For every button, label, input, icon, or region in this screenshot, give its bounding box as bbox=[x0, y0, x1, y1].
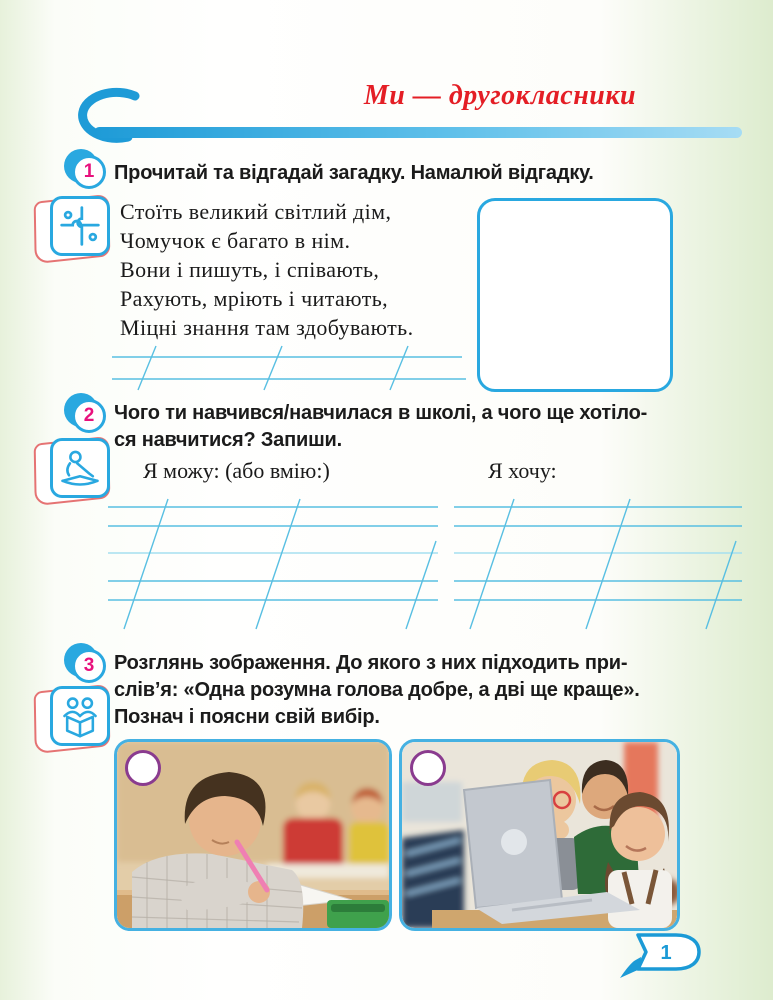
task3-number-badge bbox=[66, 646, 112, 688]
task2-instruction-line: Чого ти навчився/навчилася в школі, а чого ще хотіло- bbox=[114, 402, 648, 424]
task3-icon-plate bbox=[34, 684, 112, 752]
task3-instruction-line: Познач і поясни свій вибір. bbox=[114, 706, 380, 728]
answer-circle[interactable] bbox=[125, 750, 161, 786]
task3-number: 3 bbox=[72, 649, 106, 683]
task2-instruction bbox=[114, 400, 739, 454]
riddle-poem bbox=[120, 197, 414, 342]
task3-instruction-line: Розглянь зображення. До якого з них підходить при- bbox=[114, 652, 628, 674]
poem-line: Чомучок є багато в нім. bbox=[120, 228, 351, 253]
task1-writing-lines[interactable] bbox=[110, 342, 472, 394]
poem-line: Рахують, мріють і читають, bbox=[120, 286, 389, 311]
label-i-want: Я хочу: bbox=[488, 458, 557, 483]
task2-number: 2 bbox=[72, 399, 106, 433]
poem-line: Вони і пишуть, і співають, bbox=[120, 257, 380, 282]
reading-icon bbox=[50, 686, 110, 746]
task1-icon-plate bbox=[34, 194, 112, 262]
page-number: 1 bbox=[660, 942, 672, 964]
task1-instruction-line: Прочитай та відгадай загадку. Намалюй відгадку. bbox=[114, 162, 594, 184]
task1-instruction bbox=[114, 160, 734, 187]
task3-instruction-line: слів’я: «Одна розумна голова добре, а дві ще краще». bbox=[114, 679, 640, 701]
page-number-tab bbox=[608, 928, 704, 982]
task2-instruction-line: ся навчитися? Запиши. bbox=[114, 429, 342, 451]
task1-number-badge bbox=[66, 152, 112, 194]
photo-working-together[interactable] bbox=[399, 739, 680, 931]
label-i-can: Я можу: (або вмію:) bbox=[143, 458, 330, 483]
task2-writing-lines[interactable] bbox=[106, 497, 750, 633]
answer-circle[interactable] bbox=[410, 750, 446, 786]
poem-line: Міцні знання там здобувають. bbox=[120, 315, 414, 340]
task1-number: 1 bbox=[72, 155, 106, 189]
poem-line: Стоїть великий світлий дім, bbox=[120, 199, 392, 224]
task2-number-badge bbox=[66, 396, 112, 438]
task3-instruction bbox=[114, 650, 739, 731]
puzzle-icon bbox=[50, 196, 110, 256]
photo-working-alone[interactable] bbox=[114, 739, 392, 931]
writing-icon bbox=[50, 438, 110, 498]
drawing-answer-box[interactable] bbox=[477, 198, 673, 392]
task2-icon-plate bbox=[34, 436, 112, 504]
page-title: Ми — другокласники bbox=[363, 80, 637, 111]
